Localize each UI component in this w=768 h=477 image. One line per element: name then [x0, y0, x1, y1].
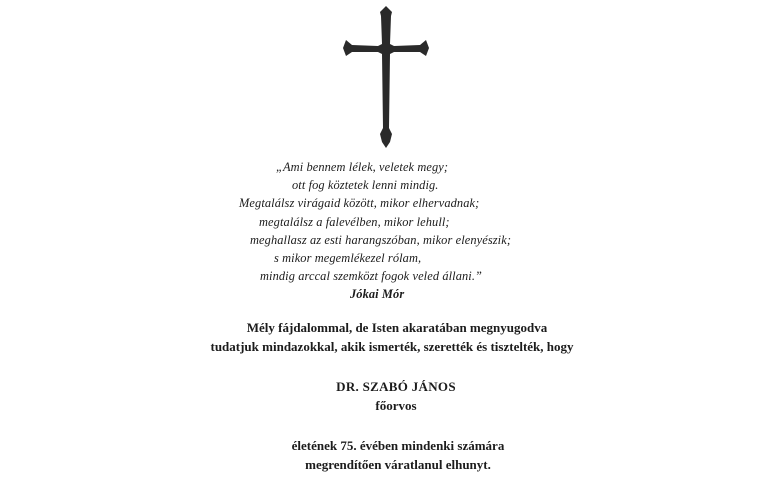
deceased-block [0, 377, 768, 415]
poem-line: megtalálsz a falevélben, mikor lehull; [259, 214, 450, 229]
latin-cross-icon [342, 4, 430, 150]
announcement-intro [0, 318, 768, 356]
poem-line: Megtalálsz virágaid között, mikor elhervadnak; [239, 196, 480, 211]
announcement-closing [0, 436, 768, 474]
intro-line: Mély fájdalommal, de Isten akaratában megnyugodva [246, 320, 548, 335]
memorial-poem [230, 158, 550, 304]
closing-line: életének 75. évében mindenki számára [291, 438, 505, 453]
intro-line: tudatjuk mindazokkal, akik ismerték, szerették és tisztelték, hogy [210, 339, 574, 354]
poem-line: s mikor megemlékezel rólam, [274, 251, 422, 266]
deceased-name: DR. SZABÓ JÁNOS [336, 379, 456, 394]
cross-shape [343, 6, 429, 148]
deceased-title: főorvos [375, 398, 417, 413]
poem-line: mindig arccal szemközt fogok veled állani.” [260, 269, 483, 284]
poem-line: ott fog köztetek lenni mindig. [292, 178, 439, 193]
poem-author: Jókai Mór [350, 287, 405, 302]
poem-line: „Ami bennem lélek, veletek megy; [276, 160, 449, 174]
closing-line: megrendítően váratlanul elhunyt. [305, 457, 491, 472]
poem-line: meghallasz az esti harangszóban, mikor elenyészik; [250, 232, 512, 247]
